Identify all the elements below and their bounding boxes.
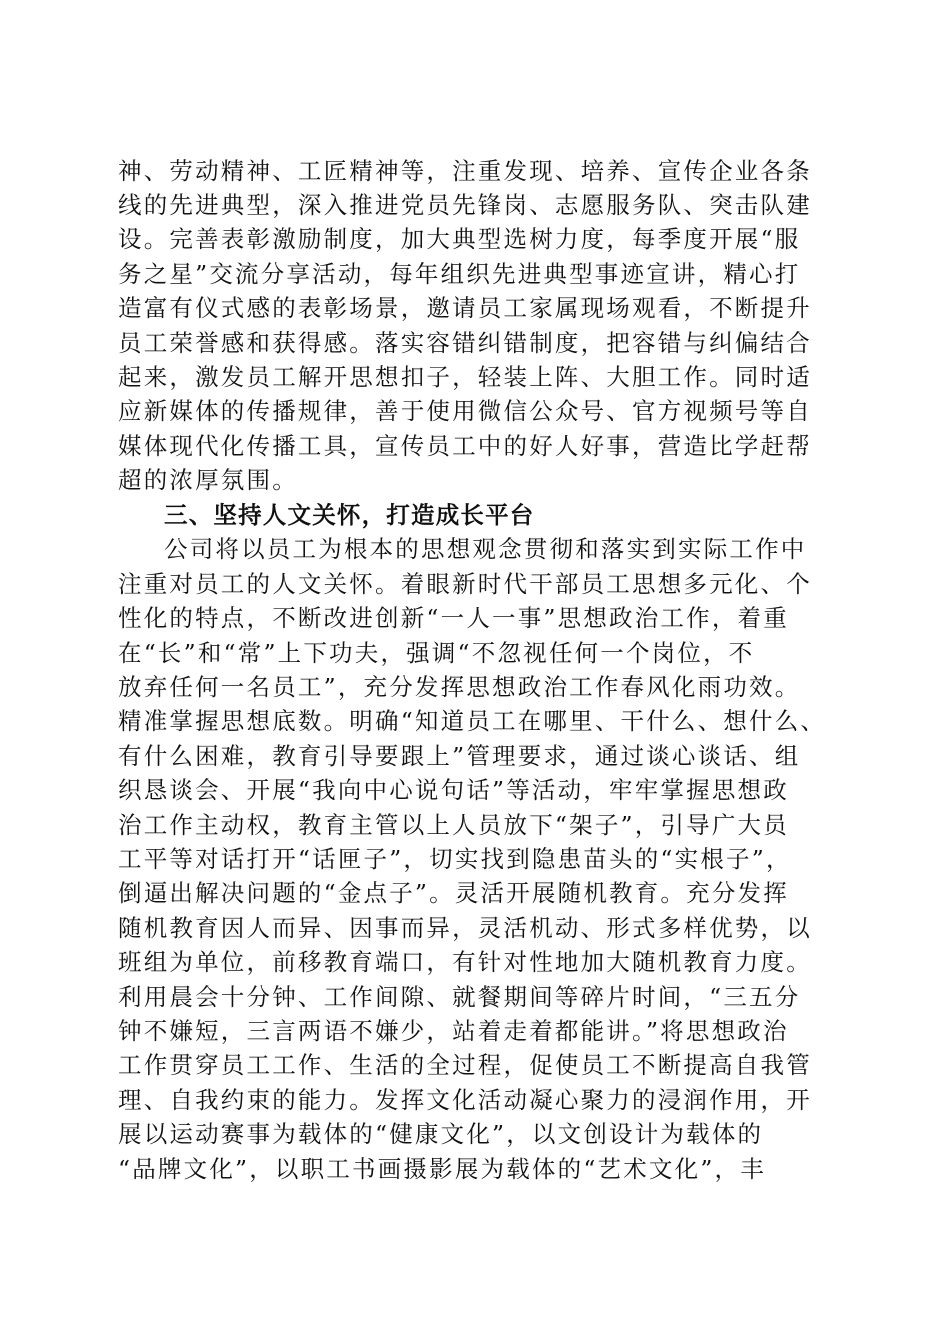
paragraph-line: 线的先进典型，深入推进党员先锋岗、志愿服务队、突击队建 — [118, 191, 812, 219]
paragraph-line: 随机教育因人而异、因事而异，灵活机动、形式多样优势，以 — [118, 914, 812, 942]
paragraph-line: 有什么困难，教育引导要跟上”管理要求，通过谈心谈话、组 — [118, 742, 801, 770]
paragraph-line: 起来，激发员工解开思想扣子，轻装上阵、大胆工作。同时适 — [118, 363, 812, 391]
paragraph-line: 放弃任何一名员工”，充分发挥思想政治工作春风化雨功效。 — [118, 673, 801, 701]
paragraph-line: 务之星”交流分享活动，每年组织先进典型事迹宣讲，精心打 — [118, 260, 801, 288]
paragraph-line: 班组为单位，前移教育端口，有针对性地加大随机教育力度。 — [118, 948, 812, 976]
paragraph-line: 展以运动赛事为载体的“健康文化”，以文创设计为载体的 — [118, 1120, 764, 1148]
paragraph-line: 在“长”和“常”上下功夫，强调“不忽视任何一个岗位，不 — [118, 639, 755, 667]
paragraph-line: 理、自我约束的能力。发挥文化活动凝心聚力的浸润作用，开 — [118, 1086, 812, 1114]
paragraph-line: 工作贯穿员工工作、生活的全过程，促使员工不断提高自我管 — [118, 1051, 812, 1079]
paragraph-line: 利用晨会十分钟、工作间隙、就餐期间等碎片时间，“三五分 — [118, 983, 801, 1011]
paragraph-line: 公司将以员工为根本的思想观念贯彻和落实到实际工作中 — [164, 535, 807, 563]
paragraph-line: 治工作主动权，教育主管以上人员放下“架子”，引导广大员 — [118, 811, 789, 839]
paragraph-line: 工平等对话打开“话匣子”，切实找到隐患苗头的“实根子”， — [118, 845, 792, 873]
paragraph-line: 员工荣誉感和获得感。落实容错纠错制度，把容错与纠偏结合 — [118, 329, 812, 357]
paragraph-line: “品牌文化”，以职工书画摄影展为载体的“艺术文化”，丰 — [118, 1155, 766, 1183]
paragraph-line: 注重对员工的人文关怀。着眼新时代干部员工思想多元化、个 — [118, 570, 812, 598]
paragraph-line: 应新媒体的传播规律，善于使用微信公众号、官方视频号等自 — [118, 397, 812, 425]
paragraph-line: 精准掌握思想底数。明确“知道员工在哪里、干什么、想什么、 — [118, 707, 827, 735]
paragraph-line: 织恳谈会、开展“我向中心说句话”等活动，牢牢掌握思想政 — [118, 776, 789, 804]
section-heading: 三、坚持人文关怀，打造成长平台 — [164, 501, 535, 529]
paragraph-line: 性化的特点，不断改进创新“一人一事”思想政治工作，着重 — [118, 604, 789, 632]
paragraph-line: 倒逼出解决问题的“金点子”。灵活开展随机教育。充分发挥 — [118, 879, 789, 907]
paragraph-line: 设。完善表彰激励制度，加大典型选树力度，每季度开展“服 — [118, 225, 801, 253]
paragraph-line: 超的浓厚氛围。 — [118, 466, 298, 494]
paragraph-line: 神、劳动精神、工匠精神等，注重发现、培养、宣传企业各条 — [118, 157, 812, 185]
paragraph-line: 造富有仪式感的表彰场景，邀请员工家属现场观看，不断提升 — [118, 294, 812, 322]
paragraph-line: 钟不嫌短，三言两语不嫌少，站着走着都能讲。”将思想政治 — [118, 1017, 789, 1045]
paragraph-line: 媒体现代化传播工具，宣传员工中的好人好事，营造比学赶帮 — [118, 432, 812, 460]
